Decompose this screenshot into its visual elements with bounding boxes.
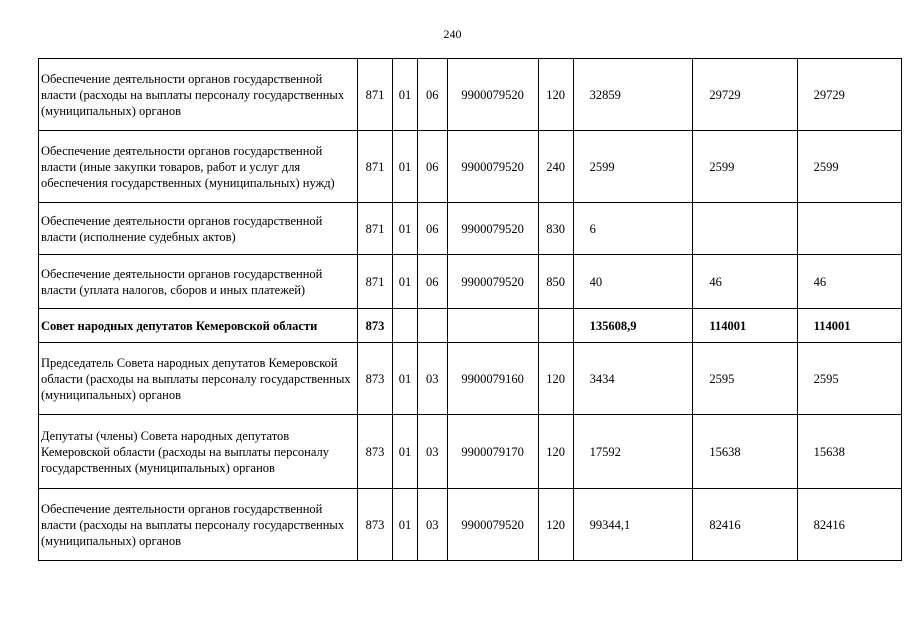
- subsection-code-cell: 03: [417, 415, 447, 489]
- expense-type-cell: 830: [538, 203, 573, 255]
- table-row: [39, 309, 902, 343]
- subsection-code-cell: 06: [417, 203, 447, 255]
- table-body: [39, 59, 902, 561]
- amount-year3-cell: 2599: [797, 131, 901, 203]
- expense-type-cell: 240: [538, 131, 573, 203]
- expense-type-cell: 120: [538, 59, 573, 131]
- expense-name-cell: Обеспечение деятельности органов государственной власти (расходы на выплаты персоналу государственных (муниципальных) органов: [39, 59, 358, 131]
- subsection-code-cell: 06: [417, 131, 447, 203]
- table-row: [39, 489, 902, 561]
- section-code-cell: 01: [393, 59, 418, 131]
- expense-name-cell: Совет народных депутатов Кемеровской области: [39, 309, 358, 343]
- amount-year2-cell: 114001: [693, 309, 797, 343]
- section-code-cell: 01: [393, 489, 418, 561]
- table-row: [39, 255, 902, 309]
- table-row: [39, 131, 902, 203]
- expense-type-cell: [538, 309, 573, 343]
- expense-name-cell: Председатель Совета народных депутатов Кемеровской области (расходы на выплаты персоналу государственных (муниципальных) органов: [39, 343, 358, 415]
- amount-year1-cell: 40: [573, 255, 693, 309]
- amount-year2-cell: [693, 203, 797, 255]
- subsection-code-cell: 03: [417, 489, 447, 561]
- expense-type-cell: 120: [538, 343, 573, 415]
- section-code-cell: 01: [393, 203, 418, 255]
- table-row: [39, 343, 902, 415]
- target-article-cell: 9900079170: [447, 415, 538, 489]
- section-code-cell: 01: [393, 255, 418, 309]
- page-number: 240: [443, 27, 462, 41]
- amount-year3-cell: 2595: [797, 343, 901, 415]
- amount-year2-cell: 15638: [693, 415, 797, 489]
- amount-year1-cell: 17592: [573, 415, 693, 489]
- ministry-code-cell: 873: [357, 343, 392, 415]
- section-code-cell: 01: [393, 415, 418, 489]
- ministry-code-cell: 873: [357, 489, 392, 561]
- amount-year1-cell: 2599: [573, 131, 693, 203]
- ministry-code-cell: 871: [357, 131, 392, 203]
- amount-year1-cell: 32859: [573, 59, 693, 131]
- ministry-code-cell: 871: [357, 255, 392, 309]
- expense-name-cell: Обеспечение деятельности органов государственной власти (уплата налогов, сборов и иных платежей): [39, 255, 358, 309]
- target-article-cell: 9900079520: [447, 255, 538, 309]
- amount-year3-cell: 114001: [797, 309, 901, 343]
- amount-year1-cell: 99344,1: [573, 489, 693, 561]
- target-article-cell: [447, 309, 538, 343]
- amount-year2-cell: 2595: [693, 343, 797, 415]
- expense-name-cell: Обеспечение деятельности органов государственной власти (иные закупки товаров, работ и услуг для обеспечения государственных (муниципальных) нужд): [39, 131, 358, 203]
- ministry-code-cell: 871: [357, 59, 392, 131]
- expense-type-cell: 850: [538, 255, 573, 309]
- amount-year2-cell: 46: [693, 255, 797, 309]
- subsection-code-cell: 06: [417, 59, 447, 131]
- table-row: [39, 59, 902, 131]
- target-article-cell: 9900079520: [447, 489, 538, 561]
- ministry-code-cell: 873: [357, 415, 392, 489]
- amount-year2-cell: 82416: [693, 489, 797, 561]
- ministry-code-cell: 871: [357, 203, 392, 255]
- amount-year3-cell: 15638: [797, 415, 901, 489]
- table-row: [39, 203, 902, 255]
- amount-year3-cell: [797, 203, 901, 255]
- amount-year3-cell: 29729: [797, 59, 901, 131]
- expense-type-cell: 120: [538, 415, 573, 489]
- section-code-cell: 01: [393, 131, 418, 203]
- ministry-code-cell: 873: [357, 309, 392, 343]
- amount-year1-cell: 135608,9: [573, 309, 693, 343]
- budget-table: [38, 58, 902, 561]
- amount-year1-cell: 6: [573, 203, 693, 255]
- target-article-cell: 9900079520: [447, 203, 538, 255]
- expense-type-cell: 120: [538, 489, 573, 561]
- expense-name-cell: Обеспечение деятельности органов государственной власти (исполнение судебных актов): [39, 203, 358, 255]
- section-code-cell: [393, 309, 418, 343]
- target-article-cell: 9900079520: [447, 59, 538, 131]
- target-article-cell: 9900079160: [447, 343, 538, 415]
- amount-year3-cell: 46: [797, 255, 901, 309]
- subsection-code-cell: [417, 309, 447, 343]
- amount-year1-cell: 3434: [573, 343, 693, 415]
- amount-year2-cell: 29729: [693, 59, 797, 131]
- subsection-code-cell: 06: [417, 255, 447, 309]
- expense-name-cell: Депутаты (члены) Совета народных депутатов Кемеровской области (расходы на выплаты персоналу государственных (муниципальных) органов: [39, 415, 358, 489]
- subsection-code-cell: 03: [417, 343, 447, 415]
- section-code-cell: 01: [393, 343, 418, 415]
- target-article-cell: 9900079520: [447, 131, 538, 203]
- expense-name-cell: Обеспечение деятельности органов государственной власти (расходы на выплаты персоналу государственных (муниципальных) органов: [39, 489, 358, 561]
- amount-year2-cell: 2599: [693, 131, 797, 203]
- amount-year3-cell: 82416: [797, 489, 901, 561]
- table-row: [39, 415, 902, 489]
